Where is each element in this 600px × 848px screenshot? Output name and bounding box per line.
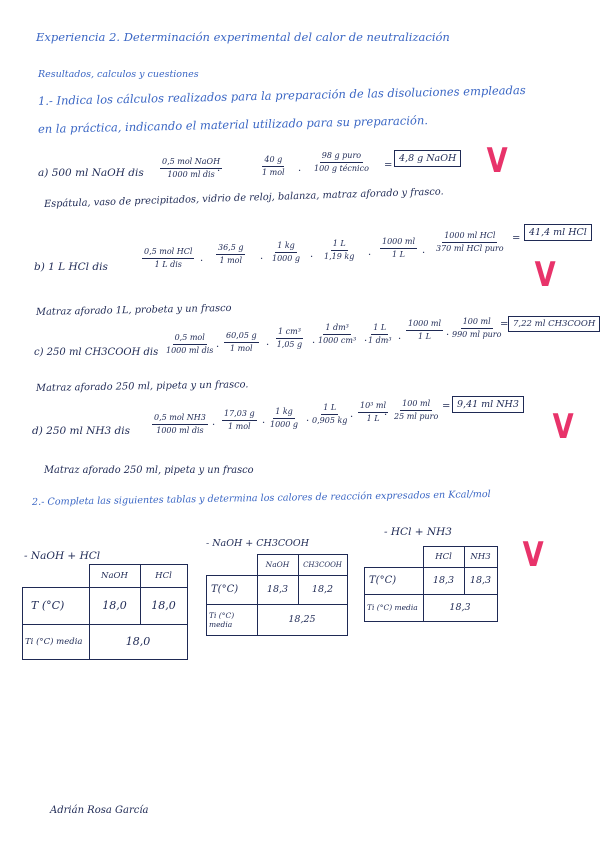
table-3-caption: - HCl + NH3 <box>384 526 452 538</box>
table-row-label: Ti (°C) media <box>207 604 258 635</box>
table-row-label: T (°C) <box>23 587 90 624</box>
table-row <box>23 565 188 588</box>
item-d-fraction-4 <box>312 404 347 425</box>
item-b-fraction-3 <box>272 242 300 263</box>
fraction-numerator: 0,5 mol NH3 <box>152 414 208 425</box>
item-c-fraction-1 <box>166 334 213 355</box>
fraction-denominator: 1,19 kg <box>324 252 355 261</box>
fraction-denominator: 1000 ml dis <box>167 170 215 179</box>
fraction-denominator: 1000 g <box>270 420 299 429</box>
fraction-numerator: 1 cm³ <box>276 328 303 339</box>
fraction-numerator: 0,5 mol <box>173 334 207 345</box>
check-mark: V <box>522 535 544 575</box>
table-cell: 18,3 <box>423 567 464 594</box>
fraction-denominator: 1000 g <box>272 254 301 263</box>
fraction-numerator: 10³ ml <box>358 402 388 413</box>
equals-sign: = <box>500 319 509 330</box>
table-row <box>365 547 498 568</box>
multiply-dot: · <box>266 340 270 351</box>
table-row-label: T(°C) <box>207 575 258 604</box>
multiply-dot: · <box>422 248 426 259</box>
multiply-dot: · <box>312 338 316 349</box>
table-row <box>365 594 498 621</box>
fraction-denominator: 370 ml HCl puro <box>436 244 504 253</box>
item-c-fraction-5 <box>368 324 392 345</box>
item-a-label: a) 500 ml NaOH dis <box>38 167 144 179</box>
table-cell: 18,3 <box>257 575 298 604</box>
item-a-fraction-2 <box>262 156 285 177</box>
item-c-fraction-7 <box>452 318 501 339</box>
fraction-numerator: 100 ml <box>461 318 493 329</box>
fraction-numerator: 1000 ml <box>380 238 417 249</box>
item-b-material: Matraz aforado 1L, probeta y un frasco <box>35 302 232 318</box>
item-d-result: 9,41 ml NH3 <box>452 396 524 413</box>
table-cell-empty <box>365 547 424 568</box>
item-c-fraction-6 <box>406 320 443 341</box>
table-cell: 18,2 <box>298 575 347 604</box>
equals-sign: = <box>384 160 393 171</box>
item-c-result: 7,22 ml CH3COOH <box>508 316 600 332</box>
question-2-text: 2.- Completa las siguientes tablas y determina los calores de reacción expresados en Kcal/mol <box>31 488 491 508</box>
item-d-material: Matraz aforado 250 ml, pipeta y un frasco <box>44 465 254 476</box>
fraction-denominator: 1 L <box>392 250 405 259</box>
table-2 <box>206 554 348 636</box>
multiply-dot: · <box>368 250 372 261</box>
fraction-numerator: 1000 ml <box>406 320 443 331</box>
item-b-fraction-5 <box>380 238 417 259</box>
multiply-dot: · <box>262 418 266 429</box>
check-mark: V <box>534 255 556 295</box>
table-cell-empty <box>207 555 258 576</box>
fraction-numerator: 1 L <box>371 324 388 335</box>
fraction-denominator: 1000 ml dis <box>166 346 214 355</box>
fraction-numerator: 17,03 g <box>222 410 257 421</box>
table-cell-empty <box>23 565 90 588</box>
fraction-denominator: 25 ml puro <box>394 412 439 421</box>
table-header-cell: HCl <box>423 547 464 568</box>
table-cell: 18,0 <box>89 587 140 624</box>
table-header-cell: NH3 <box>464 547 497 568</box>
multiply-dot: · <box>306 416 310 427</box>
check-mark: V <box>552 407 574 447</box>
table-row <box>365 567 498 594</box>
table-row <box>23 587 188 624</box>
fraction-denominator: 0,905 kg <box>312 416 348 425</box>
table-header-cell: HCl <box>140 565 187 588</box>
table-cell-average: 18,0 <box>89 624 187 659</box>
equals-sign: = <box>442 401 451 412</box>
fraction-numerator: 1 L <box>321 404 338 415</box>
table-cell: 18,3 <box>464 567 497 594</box>
table-cell-average: 18,25 <box>257 604 347 635</box>
table-row-label: Ti (°C) media <box>23 624 90 659</box>
section-subtitle: Resultados, calculos y cuestiones <box>38 69 199 80</box>
question-1-line-2: en la práctica, indicando el material utilizado para su preparación. <box>37 113 429 136</box>
fraction-denominator: 1 mol <box>219 256 243 265</box>
fraction-denominator: 1,05 g <box>276 340 303 349</box>
table-row <box>207 604 348 635</box>
fraction-numerator: 60,05 g <box>224 332 259 343</box>
table-header-cell: CH3COOH <box>298 555 347 576</box>
fraction-denominator: 1 mol <box>262 168 285 177</box>
multiply-dot: · <box>364 336 368 347</box>
table-1-caption: - NaOH + HCl <box>24 550 101 562</box>
table-header-cell: NaOH <box>257 555 298 576</box>
table-cell: 18,0 <box>140 587 187 624</box>
table-header-cell: NaOH <box>89 565 140 588</box>
item-b-fraction-4 <box>324 240 354 261</box>
item-d-fraction-1 <box>152 414 208 435</box>
item-d-label: d) 250 ml NH3 dis <box>32 425 131 437</box>
multiply-dot: · <box>350 412 354 423</box>
page-title: Experiencia 2. Determinación experimental del calor de neutralización <box>36 30 450 44</box>
multiply-dot: · <box>298 166 302 177</box>
author-signature: Adrián Rosa García <box>50 805 149 816</box>
table-2-caption: - NaOH + CH3COOH <box>206 538 310 549</box>
check-mark: V <box>486 141 508 181</box>
item-c-material: Matraz aforado 250 ml, pipeta y un frasco. <box>35 379 249 394</box>
item-b-result: 41,4 ml HCl <box>524 224 592 241</box>
fraction-denominator: 1 L <box>418 332 431 341</box>
question-1-line-1: 1.- Indica los cálculos realizados para la preparación de las disoluciones empleadas <box>37 82 526 108</box>
item-a-result: 4,8 g NaOH <box>394 150 461 167</box>
table-1 <box>22 564 188 660</box>
multiply-dot: · <box>216 342 220 353</box>
item-b-fraction-2 <box>216 244 245 265</box>
fraction-numerator: 1 dm³ <box>323 324 351 335</box>
item-d-fraction-2 <box>222 410 257 431</box>
item-b-fraction-6 <box>436 232 504 253</box>
item-a-material: Espátula, vaso de precipitados, vidrio de reloj, balanza, matraz aforado y frasco. <box>43 186 444 210</box>
fraction-denominator: 1 dm³ <box>368 336 392 345</box>
fraction-denominator: 1 L <box>366 414 380 423</box>
table-row <box>207 575 348 604</box>
multiply-dot: · <box>446 330 450 341</box>
fraction-denominator: 1000 ml dis <box>156 426 204 435</box>
item-d-fraction-6 <box>394 400 438 421</box>
table-row-label: T(°C) <box>365 567 424 594</box>
item-a-fraction-1 <box>160 158 222 179</box>
fraction-denominator: 1 mol <box>227 422 251 431</box>
item-b-label: b) 1 L HCl dis <box>34 261 108 273</box>
table-3 <box>364 546 498 622</box>
item-c-label: c) 250 ml CH3COOH dis <box>34 347 159 358</box>
multiply-dot: · <box>217 166 221 177</box>
table-row-label: Ti (°C) media <box>365 594 424 621</box>
equals-sign: = <box>512 233 521 244</box>
fraction-numerator: 1 kg <box>275 242 297 253</box>
fraction-numerator: 0,5 mol NaOH <box>160 158 222 169</box>
table-cell-average: 18,3 <box>423 594 497 621</box>
multiply-dot: · <box>212 420 216 431</box>
table-row <box>207 555 348 576</box>
fraction-numerator: 36,5 g <box>216 244 245 255</box>
item-c-fraction-3 <box>276 328 303 349</box>
item-c-fraction-2 <box>224 332 259 353</box>
fraction-numerator: 1 kg <box>273 408 295 419</box>
fraction-numerator: 0,5 mol HCl <box>142 248 194 259</box>
fraction-numerator: 98 g puro <box>320 152 363 163</box>
fraction-numerator: 1 L <box>331 240 348 251</box>
multiply-dot: · <box>398 334 402 345</box>
fraction-denominator: 1 mol <box>229 344 253 353</box>
fraction-numerator: 100 ml <box>400 400 432 411</box>
multiply-dot: · <box>260 254 264 265</box>
multiply-dot: · <box>384 410 388 421</box>
fraction-numerator: 1000 ml HCl <box>442 232 497 243</box>
item-b-fraction-1 <box>142 248 194 269</box>
item-c-fraction-4 <box>318 324 356 345</box>
table-row <box>23 624 188 659</box>
multiply-dot: · <box>200 256 204 267</box>
fraction-numerator: 40 g <box>262 156 284 167</box>
fraction-denominator: 1 L dis <box>154 260 182 269</box>
multiply-dot: · <box>310 252 314 263</box>
fraction-denominator: 1000 cm³ <box>318 336 357 345</box>
fraction-denominator: 990 ml puro <box>452 330 502 339</box>
item-d-fraction-3 <box>270 408 298 429</box>
fraction-denominator: 100 g técnico <box>314 164 369 173</box>
item-a-fraction-3 <box>314 152 369 173</box>
